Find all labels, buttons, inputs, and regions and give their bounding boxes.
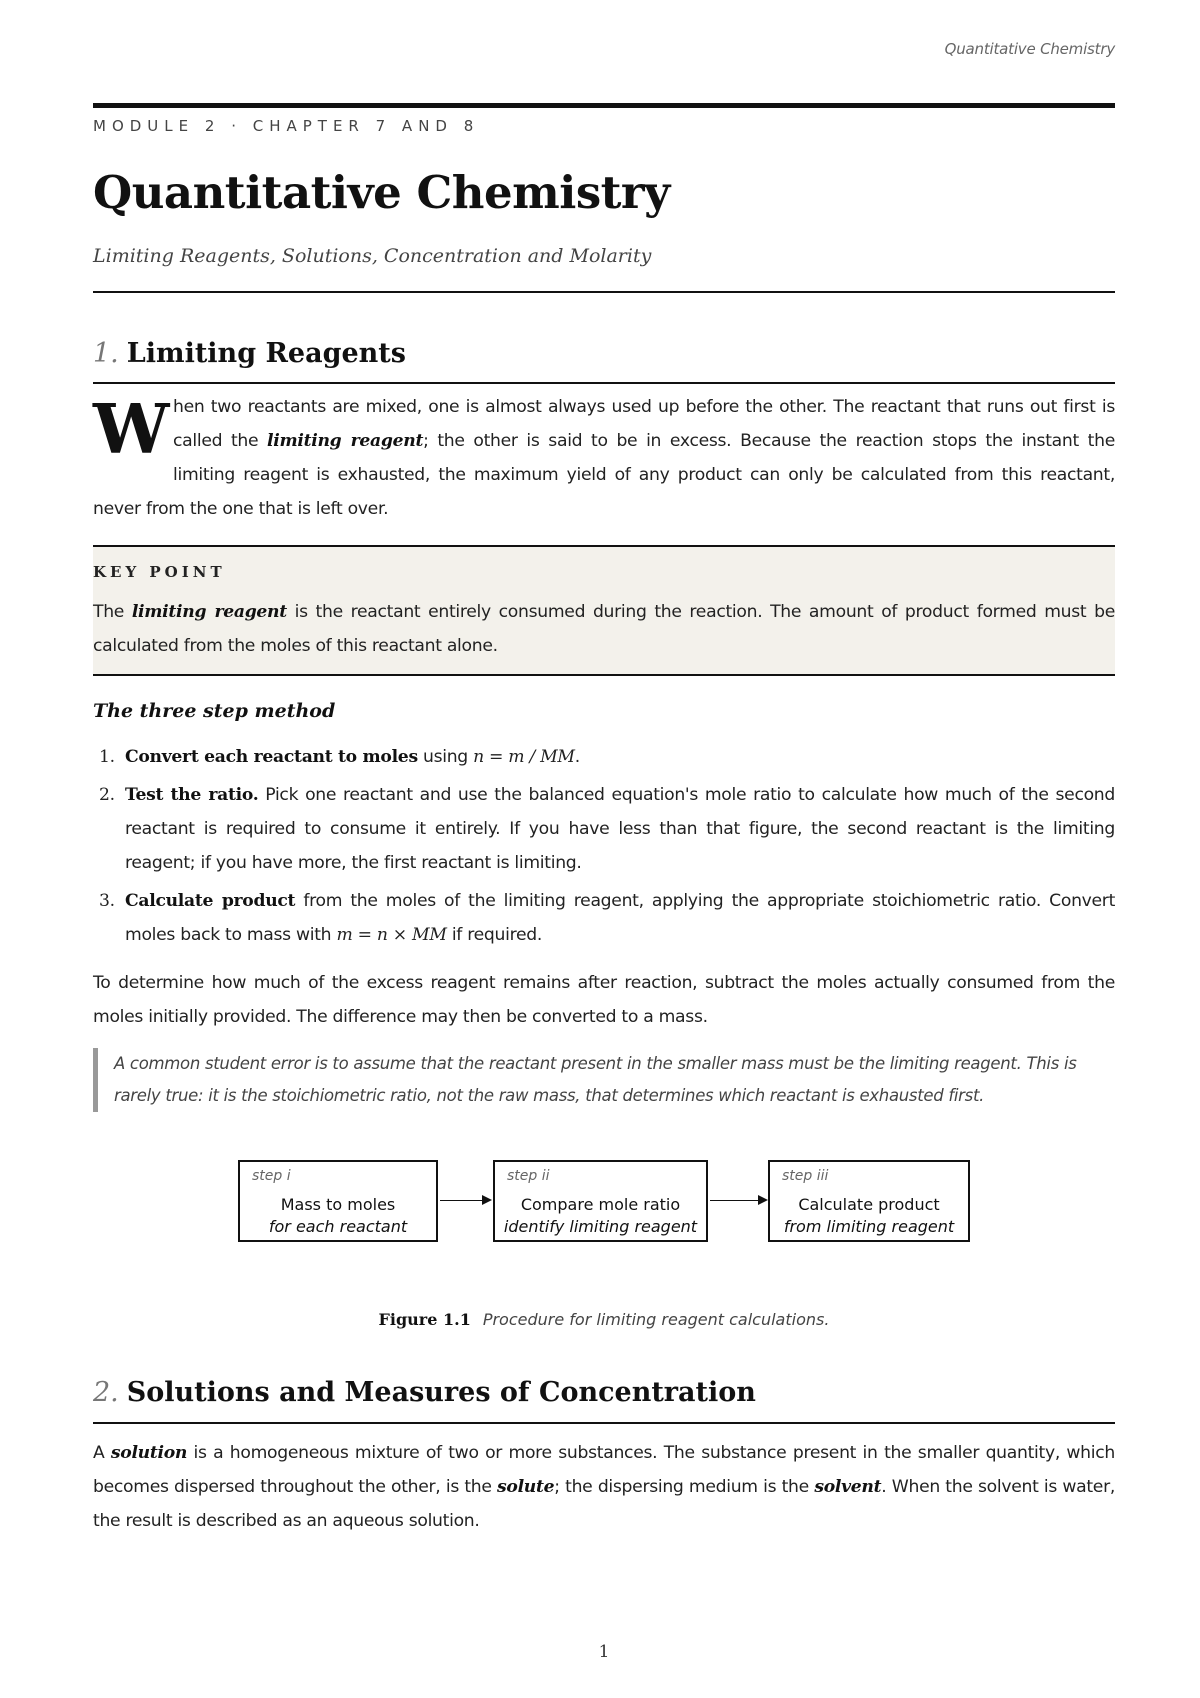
solution-text-d: . When the solvent is water, the result is described as an aqueous solution. — [93, 1477, 1116, 1531]
method-heading: The three step method — [93, 700, 336, 722]
flow-diagram — [238, 1160, 998, 1260]
flow-step-tag: step iii — [782, 1168, 829, 1184]
step-text: Pick one reactant and use the balanced equation's mole ratio to calculate how much of the second reactant is required to consume it entirely. If you have less than that figure, the second reactant is the limiting reagent; if you have more, the first reactant is limiting. — [125, 785, 1116, 873]
step-number: 2. — [99, 785, 115, 805]
flow-step-title: Compare mole ratio — [520, 1195, 681, 1214]
arrow-right-icon — [710, 1200, 766, 1201]
common-error-aside: A common student error is to assume that the reactant present in the smaller mass must be the limiting reagent. This is rarely true: it is the stoichiometric ratio, not the raw mass, that determines which reactant is exhausted first. — [93, 1048, 1126, 1112]
flow-step-subtitle: from limiting reagent — [783, 1217, 955, 1236]
step-text: using — [417, 747, 474, 767]
section-1-heading — [93, 338, 406, 369]
term-solvent: solvent — [814, 1477, 882, 1497]
key-point-text-b: is the reactant entirely consumed during the reaction. The amount of product formed must be calculated from the moles of this reactant alone. — [93, 602, 1115, 656]
step-number: 1. — [99, 747, 115, 767]
step-formula: n = m / MM — [473, 747, 575, 767]
section-2-title: Solutions and Measures of Concentration — [126, 1377, 756, 1408]
step-number: 3. — [99, 891, 115, 911]
flow-box-step-2 — [493, 1160, 708, 1242]
section-2-heading — [93, 1377, 756, 1408]
excess-paragraph: To determine how much of the excess reagent remains after reaction, subtract the moles actually consumed from the moles initially provided. The difference may then be converted to a mass. — [93, 973, 1115, 1027]
flow-step-tag: step ii — [507, 1168, 550, 1184]
step-lead: Calculate product — [125, 891, 296, 911]
flow-step-subtitle: identify limiting reagent — [503, 1217, 698, 1236]
section-2-number: 2. — [93, 1377, 119, 1408]
solution-text-b: is a homogeneous mixture of two or more substances. The substance present in the smaller quantity, which becomes dispersed throughout the other, is the — [93, 1443, 1115, 1497]
list-item — [93, 740, 1115, 774]
module-kicker: MODULE 2 · CHAPTER 7 AND 8 — [93, 117, 480, 135]
step-lead: Test the ratio. — [125, 785, 259, 805]
intro-text-a: hen two reactants are mixed, one is almost always used up before the other. The reactant that runs out first is called the — [173, 397, 1115, 451]
step-text-end: . — [574, 747, 580, 767]
page-subtitle: Limiting Reagents, Solutions, Concentration and Molarity — [93, 245, 652, 267]
term-solution: solution — [110, 1443, 188, 1463]
step-formula: m = n × MM — [336, 925, 447, 945]
flow-step-subtitle: for each reactant — [268, 1217, 408, 1236]
flow-box-step-3 — [768, 1160, 970, 1242]
intro-term: limiting reagent — [267, 431, 424, 451]
intro-paragraph — [93, 390, 1115, 526]
title-rule — [93, 291, 1115, 293]
page-number: 1 — [598, 1642, 610, 1662]
top-rule — [93, 103, 1115, 108]
key-point-text-a: The — [93, 602, 132, 622]
list-item — [93, 778, 1115, 880]
step-lead: Convert each reactant to moles — [125, 747, 418, 767]
list-item — [93, 884, 1115, 952]
steps-list — [93, 740, 1115, 956]
figure-label: Figure 1.1 — [378, 1310, 471, 1329]
term-solute: solute — [497, 1477, 555, 1497]
arrow-right-icon — [440, 1200, 490, 1201]
solution-text-a: A — [93, 1443, 111, 1463]
page-title: Quantitative Chemistry — [93, 166, 670, 219]
key-point-term: limiting reagent — [131, 602, 287, 622]
flow-step-tag: step i — [252, 1168, 291, 1184]
section-1-title: Limiting Reagents — [126, 338, 406, 369]
step-text: from the moles of the limiting reagent, applying the appropriate stoichiometric ratio. Convert moles back to mass with — [125, 891, 1116, 945]
drop-cap: W — [93, 390, 170, 470]
running-head: Quantitative Chemistry — [944, 40, 1115, 58]
intro-text-b: ; the other is said to be in excess. Because the reaction stops the instant the limiting reagent is exhausted, the maximum yield of any product can only be calculated from this reactant, never from the one that is left over. — [93, 431, 1115, 519]
figure-caption-text: Procedure for limiting reagent calculations. — [482, 1310, 830, 1329]
section-2-rule — [93, 1422, 1115, 1424]
step-text-end: if required. — [446, 925, 543, 945]
section-1-rule — [93, 382, 1115, 384]
section-1-number: 1. — [93, 338, 119, 369]
flow-step-title: Calculate product — [798, 1195, 940, 1214]
key-point-box — [93, 545, 1115, 676]
key-point-label: KEY POINT — [93, 563, 226, 581]
figure-caption — [93, 1310, 1115, 1329]
key-point-text — [93, 595, 1115, 663]
flow-step-title: Mass to moles — [280, 1195, 396, 1214]
solution-paragraph — [93, 1436, 1115, 1538]
flow-box-step-1 — [238, 1160, 438, 1242]
solution-text-c: ; the dispersing medium is the — [554, 1477, 815, 1497]
